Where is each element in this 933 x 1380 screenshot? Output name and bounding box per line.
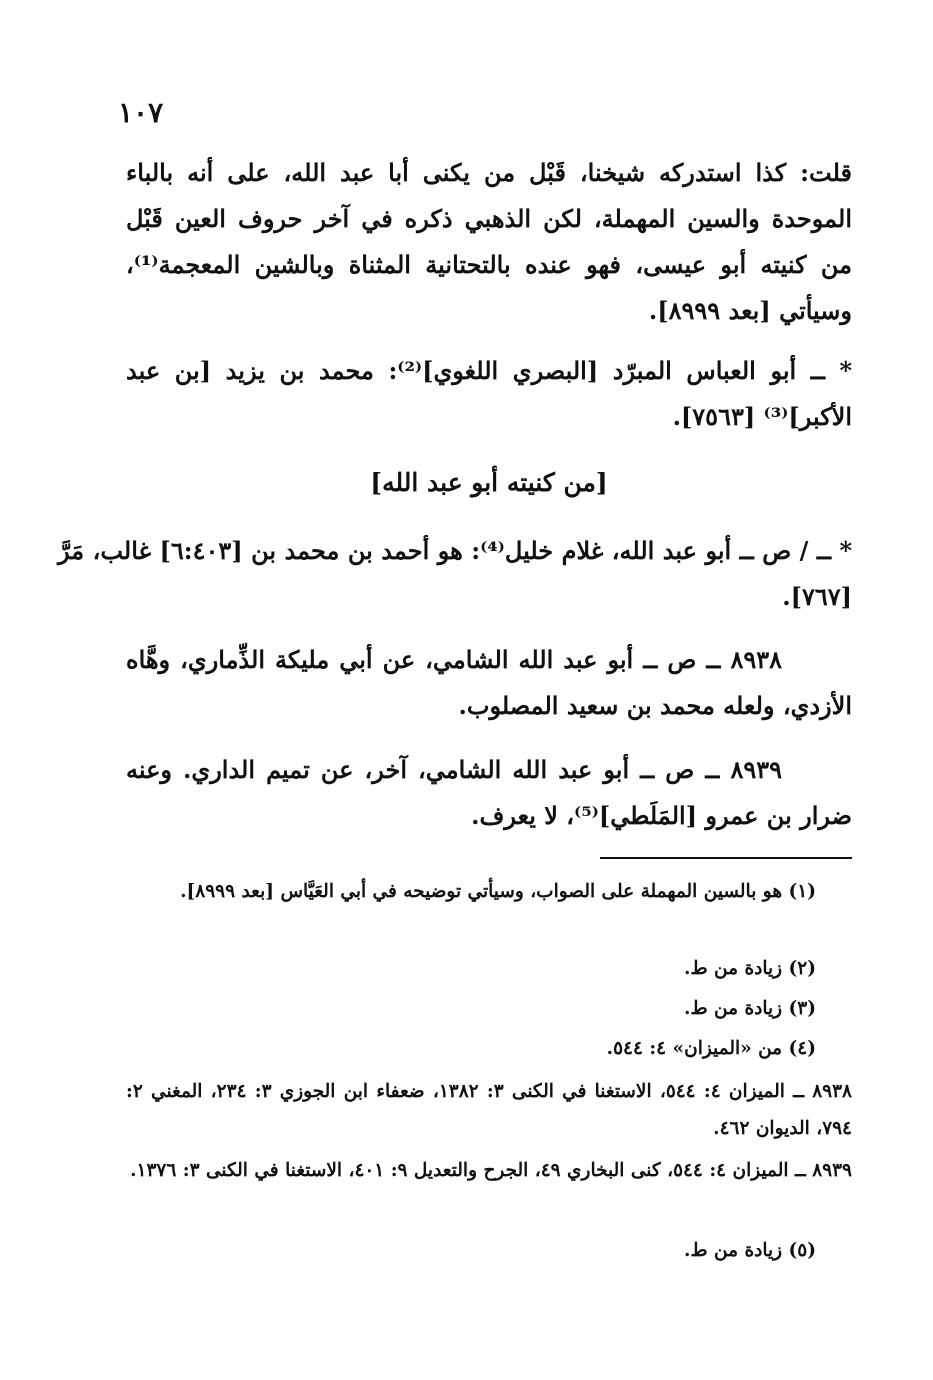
reference-8938: ٨٩٣٨ ــ الميزان ٤: ٥٤٤، الاستغنا في الكنى ٣: ١٣٨٢، ضعفاء ابن الجوزي ٣: ٢٣٤، المغني ٢: ٧٩٤، الديوان ٤٦٢. [126, 1081, 852, 1139]
entry-ghulam-khalil: * ــ / ص ــ أبو عبد الله، غلام خليل⁽⁴⁾: هو أحمد بن محمد بن [٦:٤٠٣] غالب، مَرَّ [٧٦٧]. [58, 536, 853, 611]
page-number: ١٠٧ [118, 96, 164, 129]
section-heading: [من كنيته أبو عبد الله] [370, 468, 608, 497]
footnote-3: (٣) زيادة من ط. [684, 998, 816, 1019]
paragraph-note: قلت: كذا استدركه شيخنا، قَبْل من يكنى أبا عبد الله، على أنه بالباء الموحدة والسين المهملة، لكن الذهبي ذكره في آخر حروف العين قَبْل من كنيته أبو عيسى، فهو عنده بالتحتانية المثناة وبالشين المعجمة⁽¹⁾، وسيأتي [بعد ٨٩٩٩]. [126, 158, 852, 325]
paragraph-mubarrad: * ــ أبو العباس المبرّد [البصري اللغوي]⁽²⁾: محمد بن يزيد [بن عبد الأكبر]⁽³⁾ [٧٥٦٣]. [126, 356, 853, 431]
footnote-1: (١) هو بالسين المهملة على الصواب، وسيأتي توضيحه في أبي العَيَّاس [بعد ٨٩٩٩]. [180, 881, 816, 902]
footnote-divider [600, 857, 852, 859]
footnote-2: (٢) زيادة من ط. [684, 958, 816, 979]
reference-8939: ٨٩٣٩ ــ الميزان ٤: ٥٤٤، كنى البخاري ٤٩، الجرح والتعديل ٩: ٤٠١، الاستغنا في الكنى ٣: ١٣٧٦. [130, 1160, 852, 1181]
entry-8939: ٨٩٣٩ ــ ص ــ أبو عبد الله الشامي، آخر، عن تميم الداري. وعنه ضرار بن عمرو [المَلَطي]⁽⁵⁾، لا يعرف. [126, 755, 852, 830]
entry-8938: ٨٩٣٨ ــ ص ــ أبو عبد الله الشامي، عن أبي مليكة الذِّماري، وهَّاه الأزدي، ولعله محمد بن سعيد المصلوب. [126, 645, 852, 720]
footnote-5: (٥) زيادة من ط. [684, 1240, 816, 1261]
footnote-4: (٤) من «الميزان» ٤: ٥٤٤. [606, 1038, 816, 1059]
